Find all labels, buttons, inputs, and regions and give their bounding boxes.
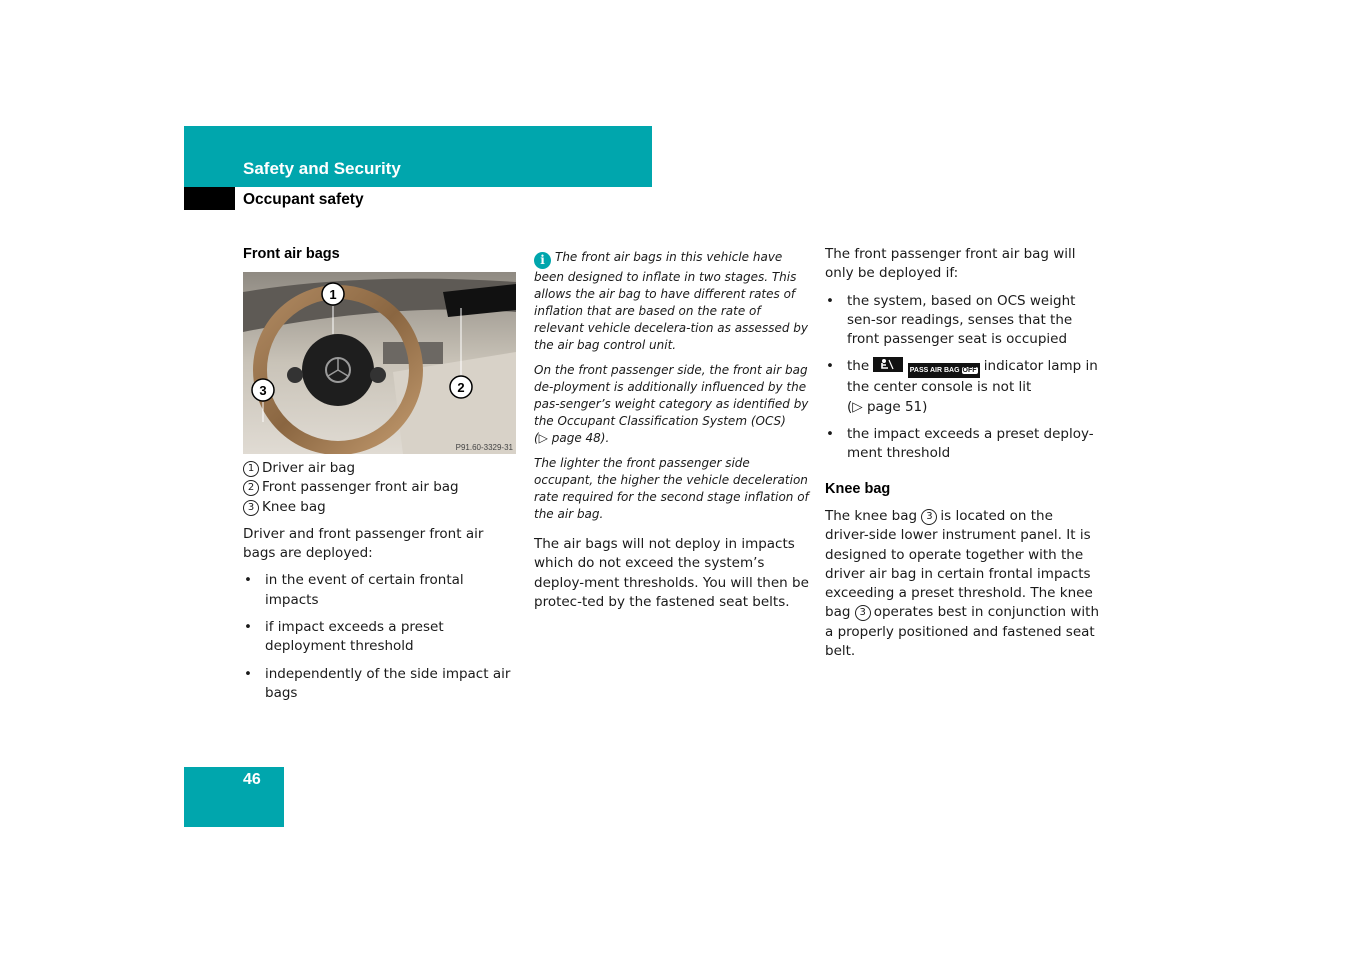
deployment-intro: Driver and front passenger front air bags are deployed: (243, 525, 484, 562)
front-airbags-heading: Front air bags (243, 246, 340, 262)
list-item: • the system, based on OCS weight sen-sor readings, senses that the front passenger seat is occupied (825, 292, 1100, 350)
svg-text:2: 2 (457, 380, 465, 395)
pass-airbag-off-lamp-icon: PASS AIR BAG OFF (908, 363, 980, 378)
column-2 (534, 249, 809, 620)
passenger-conditions (825, 292, 1100, 464)
subsection-title: Occupant safety (243, 191, 364, 208)
svg-text:3: 3 (259, 383, 267, 398)
callout-1 (322, 283, 344, 305)
deploy-threshold-paragraph: The air bags will not deploy in impacts which do not exceed the system’s deploy-ment thresholds. You will then be protec-ted by the fastened seat belts. (534, 536, 809, 610)
info-note-2: On the front passenger side, the front air bag de-ployment is additionally influenced by the pas-senger’s weight category as identified by the Occupant Classification System (OCS) (▷ page 48). (534, 363, 809, 445)
info-note-1: i The front air bags in this vehicle have been designed to inflate in two stages. This allows the air bag to have different rates of inflation that are based on the rate of relevant vehicle decelera-tion as assessed by the air bag control unit. (534, 250, 808, 352)
legend-item: 2 Front passenger front air bag (243, 478, 518, 497)
column-3 (825, 245, 1100, 669)
deployment-conditions (243, 571, 518, 703)
list-item: • independently of the side impact air bags (243, 665, 518, 704)
list-item: • the PASS AIR BAG OFF indicator lamp in the center console is not lit (▷ page 51) (825, 357, 1100, 417)
legend-item: 1 Driver air bag (243, 459, 518, 478)
info-note-3: The lighter the front passenger side occupant, the higher the vehicle deceleration rate required for the second stage inflation of the air bag. (534, 456, 809, 521)
steering-wheel-photo (243, 272, 516, 454)
info-icon: i (534, 252, 551, 269)
svg-text:1: 1 (329, 287, 337, 302)
page-number-box (184, 767, 284, 827)
column-1-body (243, 459, 518, 711)
page-reference: (▷ page 51) (847, 398, 928, 415)
image-code: P91.60-3329-31 (455, 443, 513, 452)
column-1 (243, 245, 518, 272)
knee-bag-heading: Knee bag (825, 480, 891, 497)
subsection-marker (184, 187, 235, 210)
page-number: 46 (243, 771, 261, 788)
section-title: Safety and Security (243, 159, 401, 178)
page-reference: (▷ page 48). (534, 431, 610, 445)
callout-2 (450, 376, 472, 398)
list-item: • in the event of certain frontal impacts (243, 571, 518, 610)
callout-legend (243, 459, 518, 517)
list-item: • the impact exceeds a preset deploy-ment threshold (825, 425, 1100, 464)
knee-bag-paragraph: The knee bag 3 is located on the driver-side lower instrument panel. It is designed to operate together with the driver air bag in certain frontal impacts exceeding a preset threshold. The knee bag 3 operates best in conjunction with a properly positioned and fastened seat belt. (825, 507, 1100, 660)
passenger-airbag-intro: The front passenger front air bag will only be deployed if: (825, 246, 1076, 282)
list-item: • if impact exceeds a preset deployment threshold (243, 618, 518, 657)
callout-3 (252, 379, 274, 401)
legend-item: 3 Knee bag (243, 498, 518, 517)
occupant-seat-icon (873, 357, 903, 372)
